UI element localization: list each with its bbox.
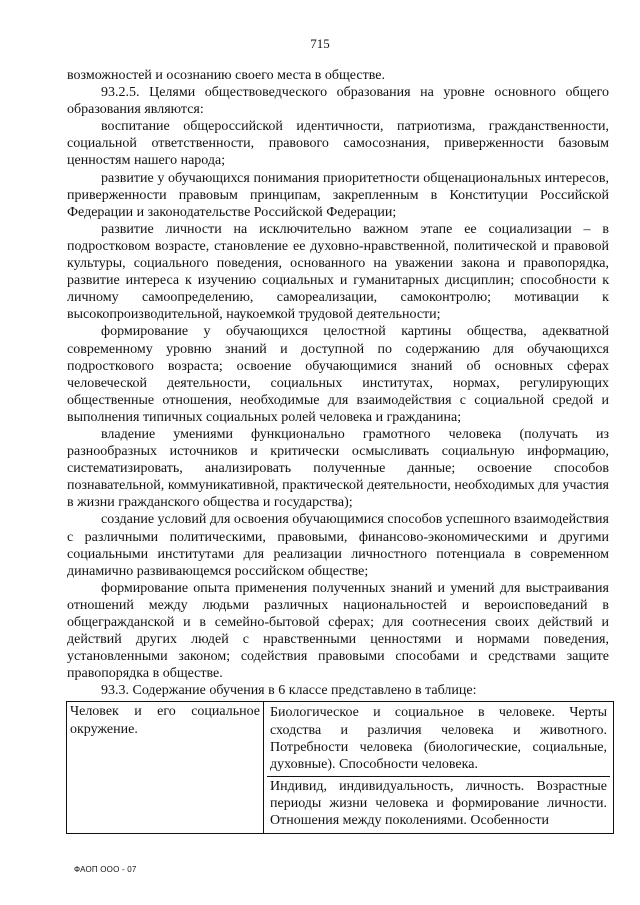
goal-paragraph: развитие личности на исключительно важном этапе ее социализации – в подростковом возрасте, становление ее духовно-нравственной, политической и правовой культуры, социального поведения, основанного на уважении закона и правопорядка, развитие интереса к изучению социальных и гуманитарных дисциплин; способности к личному самоопределению, самореализации, самоконтролю; мотивации к высокопроизводительной, наукоемкой трудовой деятельности; xyxy=(67,221,609,323)
goal-paragraph: владение умениями функционально грамотного человека (получать из разнообразных источников и критически осмысливать социальную информацию, систематизировать, анализировать полученные данные; освоение способов познавательной, коммуникативной, практической деятельности, необходимых для участия в жизни гражданского общества и государства); xyxy=(67,426,609,511)
goal-paragraph: развитие у обучающихся понимания приоритетности общенациональных интересов, приверженности правовым принципам, закрепленным в Конституции Российской Федерации и законодательстве Российской Федерации; xyxy=(67,170,609,220)
table-intro: 93.3. Содержание обучения в 6 классе представлено в таблице: xyxy=(101,683,477,699)
table-topic-cell: Человек и его социальное окружение. xyxy=(67,702,264,834)
table-row xyxy=(67,702,614,834)
content-block: Биологическое и социальное в человеке. Черты сходства и различия человека и животного. Потребности человека (биологические, социальные, духовные). Способности человека. xyxy=(270,705,607,772)
goal-paragraph: воспитание общероссийской идентичности, патриотизма, гражданственности, социальной ответственности, правового самосознания, приверженности базовым ценностям нашего народа; xyxy=(67,119,609,169)
section-heading-paragraph: 93.2.5. Целями обществоведческого образования на уровне основного общего образования являются: xyxy=(67,85,609,118)
footer-code: ФАОП ООО - 07 xyxy=(74,865,137,874)
document-body xyxy=(67,67,609,834)
table-content-cell xyxy=(264,702,614,834)
content-block: Индивид, индивидуальность, личность. Возрастные периоды жизни человека и формирование личности. Отношения между поколениями. Особенности xyxy=(267,776,610,832)
page-number: 715 xyxy=(310,36,330,51)
goal-paragraph: создание условий для освоения обучающимися способов успешного взаимодействия с различными политическими, правовыми, финансово-экономическими и другими социальными институтами для реализации личностного потенциала в современном динамично развивающемся российском обществе; xyxy=(67,512,609,579)
goal-paragraph: формирование у обучающихся целостной картины общества, адекватной современному уровню знаний и доступной по содержанию для обучающихся подросткового возраста; освоение обучающимися знаний об основных сферах человеческой деятельности, социальных институтах, нормах, регулирующих общественные отношения, необходимые для взаимодействия с социальной средой и выполнения типичных социальных ролей человека и гражданина; xyxy=(67,324,609,425)
curriculum-table xyxy=(66,701,614,834)
goal-paragraph: формирование опыта применения полученных знаний и умений для выстраивания отношений между людьми различных национальностей и вероисповеданий в общегражданской и в семейно-бытовой сферах; для соотнесения своих действий и действий других людей с нравственными ценностями и нормами поведения, установленными законом; содействия правовыми способами и средствами защите правопорядка в обществе. xyxy=(67,580,609,682)
paragraph-continuation: возможностей и осознанию своего места в обществе. xyxy=(67,68,385,83)
